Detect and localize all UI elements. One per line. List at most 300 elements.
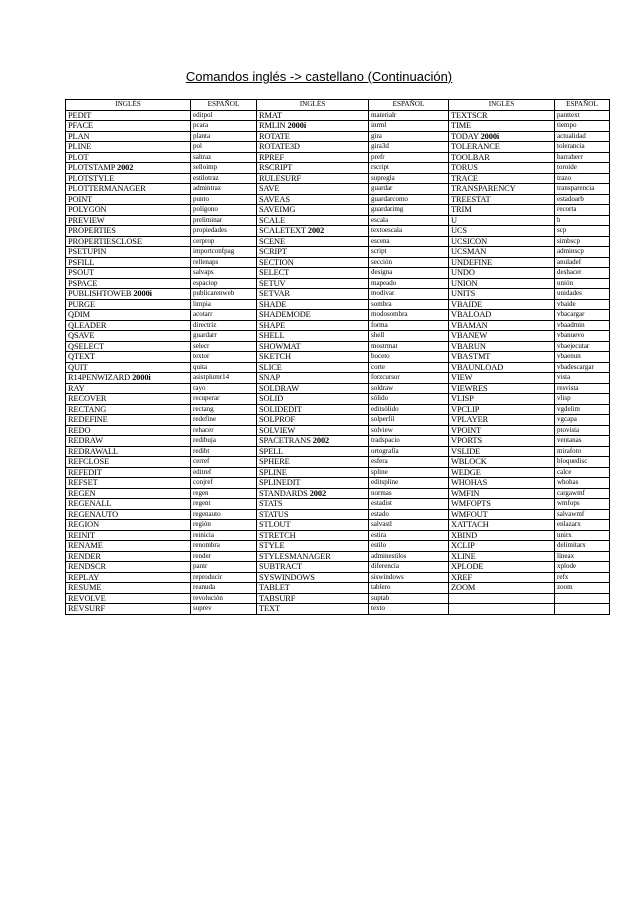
cell-text: calce (557, 467, 572, 476)
translation-cell (555, 289, 610, 300)
table-row (66, 184, 610, 195)
cell-text: VBAIDE (451, 299, 483, 309)
cell-text: SLICE (259, 362, 282, 372)
command-cell (257, 499, 369, 510)
cell-text: h (557, 215, 561, 224)
translation-cell (555, 142, 610, 153)
cell-text: UCSICON (451, 236, 488, 246)
translation-cell (369, 236, 449, 247)
cell-text: unión (557, 278, 573, 287)
header-cell: INGLÉS (449, 100, 555, 111)
translation-cell (191, 373, 257, 384)
cell-text: STATUS (259, 509, 289, 519)
translation-cell (555, 604, 610, 615)
cell-text: PURGE (68, 299, 95, 309)
cell-text: STLOUT (259, 520, 291, 529)
command-cell (257, 110, 369, 121)
cell-text: QSELECT (68, 341, 105, 351)
command-cell (66, 394, 191, 405)
cell-text: SPLINE (259, 467, 287, 477)
translation-cell (555, 299, 610, 310)
cell-text: xplode (557, 562, 577, 570)
translation-cell (191, 404, 257, 415)
cell-text: recorta (557, 205, 577, 213)
cell-text: UNITS (451, 289, 476, 298)
translation-cell (555, 383, 610, 394)
command-cell (449, 394, 555, 405)
cell-text: WMFIN (451, 488, 480, 498)
version-tag: 2002 (309, 488, 327, 498)
table-row (66, 299, 610, 310)
cell-text: SHADEMODE (259, 310, 311, 319)
command-cell (449, 215, 555, 226)
cell-text: reanuda (193, 583, 216, 591)
cell-text: XBIND (451, 530, 478, 540)
command-cell (257, 121, 369, 132)
command-cell (449, 530, 555, 541)
cell-text: VBASTMT (451, 352, 491, 361)
command-cell (257, 131, 369, 142)
translation-cell (555, 278, 610, 289)
translation-cell (555, 152, 610, 163)
cell-text: planta (193, 131, 211, 140)
cell-text: texto (371, 604, 385, 612)
cell-text: XLINE (451, 551, 476, 561)
command-cell (66, 257, 191, 268)
command-cell (449, 383, 555, 394)
cell-text: scp (557, 226, 567, 234)
command-cell (449, 173, 555, 184)
translation-cell (369, 604, 449, 615)
cell-text: SOLVIEW (259, 425, 296, 435)
translation-cell (369, 394, 449, 405)
header-cell: INGLÉS (257, 100, 369, 111)
translation-cell (191, 278, 257, 289)
translation-cell (191, 520, 257, 531)
translation-cell (555, 184, 610, 195)
cell-text: VIEWRES (451, 383, 488, 393)
translation-cell (369, 289, 449, 300)
cell-text: solview (371, 425, 393, 434)
cell-text: sección (371, 257, 392, 266)
cell-text: VPORTS (451, 436, 483, 445)
translation-cell (191, 194, 257, 205)
translation-cell (369, 572, 449, 583)
command-cell (449, 509, 555, 520)
table-row (66, 310, 610, 321)
command-cell (257, 457, 369, 468)
cell-text: delimitarx (557, 541, 586, 549)
translation-cell (555, 583, 610, 594)
command-cell (449, 467, 555, 478)
command-cell (449, 163, 555, 174)
table-row (66, 415, 610, 426)
cell-text: XREF (451, 572, 473, 582)
translation-cell (369, 173, 449, 184)
cell-text: soldraw (371, 383, 394, 392)
table-row (66, 373, 610, 384)
cell-text: QSAVE (68, 331, 95, 340)
cell-text: diferencia (371, 562, 399, 570)
cell-text: VBANEW (451, 331, 488, 340)
command-cell (66, 268, 191, 279)
translation-cell (555, 331, 610, 342)
translation-cell (555, 520, 610, 531)
command-cell (257, 320, 369, 331)
cell-text: estadoarb (557, 194, 584, 203)
cell-text: modosombra (371, 310, 408, 318)
translation-cell (555, 446, 610, 457)
cell-text: SECTION (259, 257, 294, 267)
cell-text: zoom (557, 583, 573, 591)
translation-cell (369, 226, 449, 237)
cell-text: STYLESMANAGER (259, 551, 331, 561)
cell-text: PLOTTERMANAGER (68, 184, 146, 193)
translation-cell (555, 415, 610, 426)
cell-text: RENDER (68, 551, 101, 561)
cell-text: SOLID (259, 394, 284, 403)
cell-text: TREESTAT (451, 194, 491, 204)
commands-table (65, 99, 610, 615)
cell-text: vbaadmin (557, 320, 585, 329)
table-row (66, 404, 610, 415)
cell-text: mostrmat (371, 341, 398, 350)
cell-text: ventanas (557, 436, 582, 444)
cell-text: XATTACH (451, 520, 489, 529)
cell-text: textoescala (371, 226, 403, 234)
command-cell (449, 152, 555, 163)
cell-text: guardarimg (371, 205, 404, 213)
cell-text: QDIM (68, 310, 90, 319)
translation-cell (191, 121, 257, 132)
command-cell (257, 583, 369, 594)
cell-text: TODAY (451, 131, 479, 141)
cell-text: publicarenweb (193, 289, 235, 297)
translation-cell (191, 446, 257, 457)
command-cell (449, 404, 555, 415)
command-cell (257, 215, 369, 226)
cell-text: XCLIP (451, 541, 475, 550)
cell-text: editspline (371, 478, 399, 486)
cell-text: RSCRIPT (259, 163, 293, 172)
translation-cell (369, 131, 449, 142)
cell-text: bloquedisc (557, 457, 588, 465)
cell-text: forzcursor (371, 373, 400, 381)
cell-text: panttext (557, 110, 580, 119)
cell-text: salvaps (193, 268, 214, 276)
cell-text: escala (371, 215, 389, 224)
cell-text: PLOTSTYLE (68, 173, 115, 183)
translation-cell (369, 520, 449, 531)
translation-cell (555, 194, 610, 205)
cell-text: toroide (557, 163, 577, 171)
translation-cell (191, 478, 257, 489)
command-cell (257, 194, 369, 205)
translation-cell (191, 184, 257, 195)
version-tag: 2000i (133, 289, 152, 298)
translation-cell (369, 299, 449, 310)
command-cell (449, 299, 555, 310)
cell-text: normas (371, 488, 392, 497)
command-cell (66, 131, 191, 142)
cell-text: RMAT (259, 110, 282, 120)
command-cell (449, 604, 555, 615)
translation-cell (555, 352, 610, 363)
table-row (66, 131, 610, 142)
translation-cell (191, 415, 257, 426)
cell-text: REGEN (68, 488, 96, 498)
table-row (66, 142, 610, 153)
table-row (66, 551, 610, 562)
translation-cell (191, 289, 257, 300)
cell-text: pcara (193, 121, 209, 129)
command-cell (449, 110, 555, 121)
cell-text: editpol (193, 110, 213, 119)
translation-cell (191, 173, 257, 184)
command-cell (66, 467, 191, 478)
translation-cell (191, 362, 257, 373)
cell-text: render (193, 551, 211, 560)
translation-cell (369, 257, 449, 268)
cell-text: gira (371, 131, 382, 140)
cell-text: TRANSPARENCY (451, 184, 516, 193)
translation-cell (369, 583, 449, 594)
cell-text: rscript (371, 163, 389, 171)
cell-text: whohas (557, 478, 579, 486)
translation-cell (369, 121, 449, 132)
table-row (66, 320, 610, 331)
cell-text: REGION (68, 520, 100, 529)
translation-cell (555, 541, 610, 552)
command-cell (449, 488, 555, 499)
cell-text: shell (371, 331, 385, 339)
cell-text: estadist (371, 499, 392, 507)
cell-text: transparencia (557, 184, 595, 192)
command-cell (66, 488, 191, 499)
cell-text: PSOUT (68, 268, 95, 277)
translation-cell (369, 142, 449, 153)
cell-text: suptab (371, 593, 390, 602)
translation-cell (191, 551, 257, 562)
cell-text: líneax (557, 551, 575, 560)
translation-cell (191, 215, 257, 226)
command-cell (257, 415, 369, 426)
table-row (66, 583, 610, 594)
cell-text: TOOLBAR (451, 152, 490, 162)
table-row (66, 352, 610, 363)
cell-text: SCALE (259, 215, 286, 225)
cell-text: tablero (371, 583, 391, 591)
translation-cell (369, 205, 449, 216)
cell-text: tolerancia (557, 142, 585, 150)
cell-text: WMFOUT (451, 509, 488, 519)
cell-text: designa (371, 268, 393, 276)
cell-text: trazo (557, 173, 571, 182)
table-row (66, 436, 610, 447)
cell-text: PSPACE (68, 278, 98, 288)
command-cell (449, 194, 555, 205)
translation-cell (191, 436, 257, 447)
command-cell (257, 341, 369, 352)
cell-text: SCALETEXT (259, 226, 306, 235)
translation-cell (369, 341, 449, 352)
cell-text: TABSURF (259, 593, 296, 603)
table-header-row (66, 100, 610, 111)
translation-cell (191, 247, 257, 258)
translation-cell (191, 467, 257, 478)
cell-text: revolución (193, 593, 223, 602)
cell-text: POLYGON (68, 205, 107, 214)
command-cell (257, 551, 369, 562)
command-cell (257, 362, 369, 373)
header-cell: ESPAÑOL (369, 100, 449, 111)
command-cell (66, 551, 191, 562)
command-cell (66, 184, 191, 195)
cell-text: pantr (193, 562, 208, 570)
command-cell (257, 436, 369, 447)
version-tag: 2000i (480, 131, 500, 141)
cell-text: UNDO (451, 268, 475, 277)
cell-text: polígono (193, 205, 218, 213)
cell-text: WEDGE (451, 467, 481, 477)
cell-text: SPELL (259, 446, 284, 456)
command-cell (66, 236, 191, 247)
cell-text: estira (371, 530, 387, 539)
command-cell (66, 163, 191, 174)
cell-text: preliminar (193, 215, 223, 224)
cell-text: cerprop (193, 236, 215, 245)
command-cell (449, 352, 555, 363)
cell-text: RMLIN (259, 121, 286, 130)
cell-text: gira3d (371, 142, 389, 150)
translation-cell (369, 152, 449, 163)
table-row (66, 362, 610, 373)
command-cell (449, 541, 555, 552)
command-cell (257, 236, 369, 247)
cell-text: SCENE (259, 236, 286, 246)
cell-text: salvawmf (557, 509, 585, 518)
command-cell (66, 509, 191, 520)
cell-text: RAY (68, 383, 85, 393)
command-cell (66, 562, 191, 573)
table-row (66, 457, 610, 468)
cell-text: PSFILL (68, 257, 95, 267)
cell-text: limpia (193, 299, 211, 308)
cell-text: adminestilos (371, 551, 407, 560)
command-cell (66, 530, 191, 541)
cell-text: directriz (193, 320, 217, 329)
translation-cell (555, 163, 610, 174)
cell-text: selecr (193, 341, 210, 350)
cell-text: solperfil (371, 415, 395, 423)
command-cell (449, 572, 555, 583)
cell-text: VBALOAD (451, 310, 492, 319)
cell-text: sólido (371, 394, 389, 402)
command-cell (257, 604, 369, 615)
cell-text: importconfpag (193, 247, 235, 255)
translation-cell (191, 163, 257, 174)
command-cell (449, 373, 555, 384)
cell-text: regen (193, 488, 209, 497)
cell-text: WHOHAS (451, 478, 488, 487)
command-cell (449, 362, 555, 373)
cell-text: reproducir (193, 572, 223, 581)
translation-cell (555, 247, 610, 258)
command-cell (449, 457, 555, 468)
command-cell (449, 257, 555, 268)
cell-text: STYLE (259, 541, 285, 550)
translation-cell (191, 425, 257, 436)
command-cell (66, 478, 191, 489)
translation-cell (369, 425, 449, 436)
command-cell (66, 362, 191, 373)
translation-cell (555, 404, 610, 415)
translation-cell (369, 436, 449, 447)
cell-text: SPLINEDIT (259, 478, 301, 487)
translation-cell (369, 383, 449, 394)
cell-text: SPACETRANS (259, 436, 311, 445)
version-tag: 2000i (287, 121, 307, 130)
translation-cell (191, 394, 257, 405)
cell-text: SYSWINDOWS (259, 572, 315, 582)
command-cell (449, 446, 555, 457)
cell-text: UCS (451, 226, 467, 235)
cell-text: spline (371, 467, 388, 476)
table-row (66, 205, 610, 216)
cell-text: suprev (193, 604, 212, 612)
command-cell (449, 310, 555, 321)
table-row (66, 467, 610, 478)
cell-text: REDO (68, 425, 91, 435)
cell-text: resvista (557, 383, 579, 392)
command-cell (257, 562, 369, 573)
translation-cell (191, 352, 257, 363)
cell-text: RENAME (68, 541, 103, 550)
cell-text: espaciop (193, 278, 218, 287)
cell-text: tradspacio (371, 436, 400, 444)
command-cell (449, 184, 555, 195)
translation-cell (369, 446, 449, 457)
command-cell (66, 310, 191, 321)
cell-text: wmfops (557, 499, 580, 507)
command-cell (66, 446, 191, 457)
translation-cell (555, 488, 610, 499)
table-row (66, 425, 610, 436)
cell-text: rectang (193, 404, 214, 413)
cell-text: vista (557, 373, 571, 381)
translation-cell (369, 509, 449, 520)
translation-cell (555, 257, 610, 268)
table-row (66, 541, 610, 552)
cell-text: ZOOM (451, 583, 476, 592)
command-cell (66, 415, 191, 426)
command-cell (257, 467, 369, 478)
command-cell (66, 205, 191, 216)
table-row (66, 247, 610, 258)
translation-cell (555, 499, 610, 510)
command-cell (66, 247, 191, 258)
cell-text: guardarr (193, 331, 217, 339)
cell-text: unidades (557, 289, 582, 297)
command-cell (257, 173, 369, 184)
translation-cell (555, 593, 610, 604)
table-row (66, 394, 610, 405)
translation-cell (369, 488, 449, 499)
table-row (66, 226, 610, 237)
cell-text: VBAUNLOAD (451, 362, 504, 372)
command-cell (257, 383, 369, 394)
cell-text: ROTATE3D (259, 142, 300, 151)
